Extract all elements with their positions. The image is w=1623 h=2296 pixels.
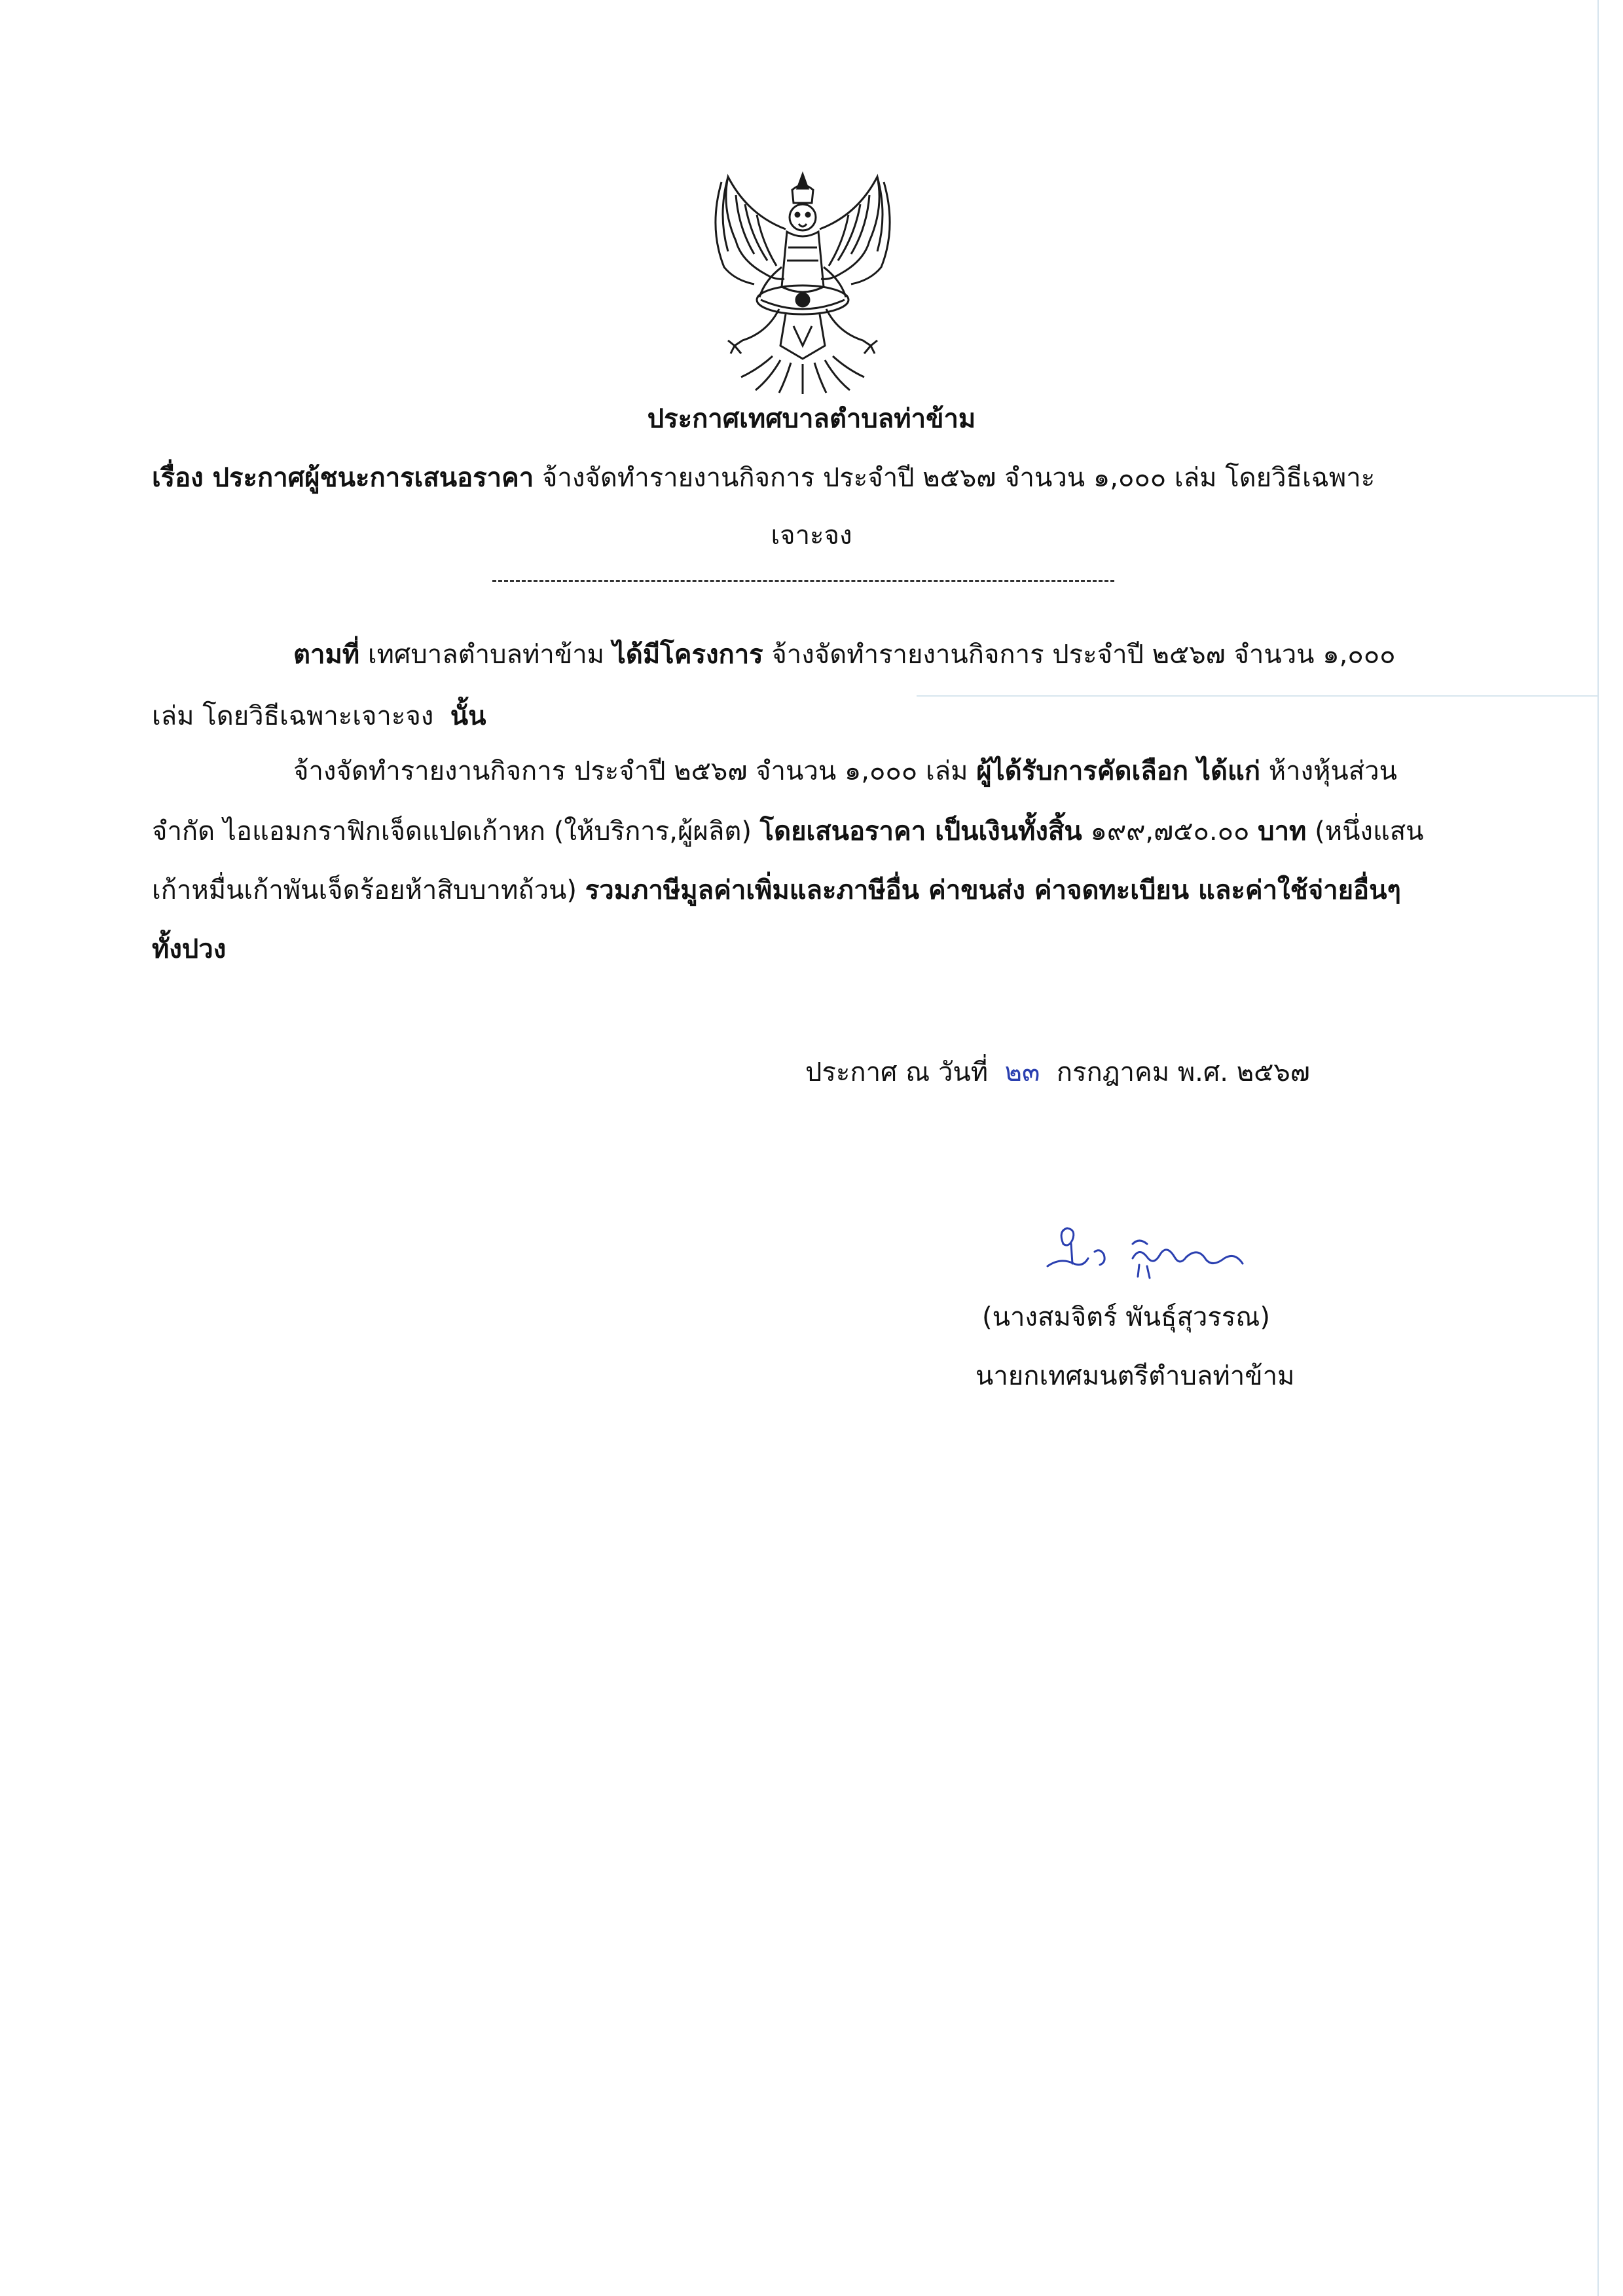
paragraph-2-line-1 xyxy=(293,752,1397,791)
p2-tax: รวมภาษีมูลค่าเพิ่มและภาษีอื่น ค่าขนส่ง ค่าจดทะเบียน และค่าใช้จ่ายอื่นๆ xyxy=(585,875,1401,905)
scan-edge-line xyxy=(1597,0,1599,2296)
subject-text: จ้างจัดทำรายงานกิจการ ประจำปี ๒๕๖๗ จำนวน ๑,๐๐๐ เล่ม โดยวิธีเฉพาะ xyxy=(541,463,1376,493)
p2-offer-label: โดยเสนอราคา เป็นเงินทั้งสิ้น xyxy=(759,816,1082,847)
paragraph-1-line-1 xyxy=(293,635,1396,674)
garuda-emblem-icon xyxy=(702,169,903,394)
date-month-year: กรกฎาคม พ.ศ. ๒๕๖๗ xyxy=(1056,1057,1310,1087)
scan-artifact-line xyxy=(917,695,1597,697)
signatory-position: นายกเทศมนตรีตำบลท่าข้าม xyxy=(976,1361,1295,1391)
paragraph-2-line-4: ทั้งปวง xyxy=(152,934,227,964)
paragraph-1-line-2 xyxy=(152,697,486,736)
handwritten-signature xyxy=(1034,1218,1257,1290)
p2-selected-label: ผู้ได้รับการคัดเลือก ได้แก่ xyxy=(976,756,1260,786)
date-prefix: ประกาศ ณ วันที่ xyxy=(805,1057,989,1087)
p2-words-a: (หนึ่งแสน xyxy=(1315,816,1424,847)
paragraph-2-line-3 xyxy=(152,871,1401,910)
p2-vendor-a: ห้างหุ้นส่วน xyxy=(1268,756,1397,786)
p2-currency: บาท xyxy=(1258,816,1307,847)
paragraph-2-line-2 xyxy=(152,812,1424,851)
p1-lead: ตามที่ xyxy=(293,640,360,670)
subject-label: เรื่อง ประกาศผู้ชนะการเสนอราคา xyxy=(152,463,534,493)
signatory-name: (นางสมจิตร์ พันธุ์สุวรรณ) xyxy=(982,1302,1271,1332)
p1-project: จ้างจัดทำรายงานกิจการ ประจำปี ๒๕๖๗ จำนวน ๑,๐๐๐ xyxy=(771,640,1396,670)
p2-amount: ๑๙๙,๗๕๐.๐๐ xyxy=(1090,816,1250,847)
p2-vendor-b: จำกัด ไอแอมกราฟิกเจ็ดแปดเก้าหก (ให้บริการ,ผู้ผลิต) xyxy=(152,816,752,847)
p2-words-b: เก้าหมื่นเก้าพันเจ็ดร้อยห้าสิบบาทถ้วน) xyxy=(152,875,577,905)
p1-mid: ได้มีโครงการ xyxy=(612,640,763,670)
subject-continuation: เจาะจง xyxy=(771,520,852,551)
subject-line xyxy=(152,458,1375,498)
separator-line xyxy=(492,580,1114,582)
p1-cont: เล่ม โดยวิธีเฉพาะเจาะจง xyxy=(152,701,434,731)
p2-project: จ้างจัดทำรายงานกิจการ ประจำปี ๒๕๖๗ จำนวน ๑,๐๐๐ เล่ม xyxy=(293,756,968,786)
p1-end: นั้น xyxy=(450,701,486,731)
p1-org: เทศบาลตำบลท่าข้าม xyxy=(367,640,605,670)
announcement-date xyxy=(805,1053,1310,1092)
date-day: ๒๓ xyxy=(1004,1057,1040,1087)
document-title: ประกาศเทศบาลตำบลท่าข้าม xyxy=(647,404,976,434)
